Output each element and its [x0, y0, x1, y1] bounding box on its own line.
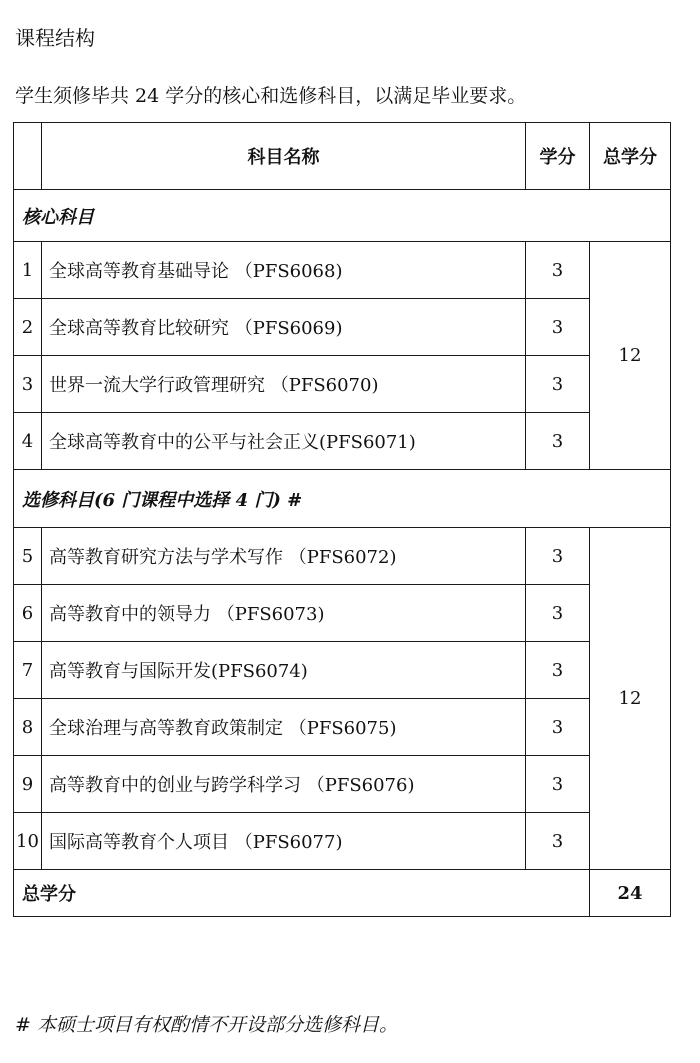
course-credits: 3: [526, 528, 590, 585]
table-row: [14, 813, 671, 870]
course-name: 高等教育中的领导力 （PFS6073): [42, 585, 526, 642]
course-name: 全球高等教育中的公平与社会正义(PFS6071): [42, 413, 526, 470]
course-name: 国际高等教育个人项目 （PFS6077): [42, 813, 526, 870]
total-value: 24: [590, 870, 671, 917]
course-credits: 3: [526, 413, 590, 470]
section-heading: 课程结构: [15, 26, 95, 50]
total-row: [14, 870, 671, 917]
core-section-row: [14, 190, 671, 242]
row-number: 8: [14, 699, 42, 756]
course-credits: 3: [526, 813, 590, 870]
course-name: 全球治理与高等教育政策制定 （PFS6075): [42, 699, 526, 756]
course-credits: 3: [526, 756, 590, 813]
course-credits: 3: [526, 356, 590, 413]
course-name: 全球高等教育比较研究 （PFS6069): [42, 299, 526, 356]
elective-section-row: [14, 470, 671, 528]
course-credits: 3: [526, 585, 590, 642]
course-name: 高等教育研究方法与学术写作 （PFS6072): [42, 528, 526, 585]
row-number: 4: [14, 413, 42, 470]
footnote: # 本硕士项目有权酌情不开设部分选修科目。: [15, 1014, 398, 1036]
table-row: [14, 699, 671, 756]
table-row: [14, 585, 671, 642]
course-credits: 3: [526, 642, 590, 699]
course-name: 世界一流大学行政管理研究 （PFS6070): [42, 356, 526, 413]
header-total-credits: 总学分: [590, 123, 671, 190]
row-number: 9: [14, 756, 42, 813]
course-credits: 3: [526, 242, 590, 299]
table-row: [14, 413, 671, 470]
table-row: [14, 528, 671, 585]
course-credits: 3: [526, 299, 590, 356]
course-name: 全球高等教育基础导论 （PFS6068): [42, 242, 526, 299]
total-label: 总学分: [14, 870, 590, 917]
row-number: 2: [14, 299, 42, 356]
row-number: 6: [14, 585, 42, 642]
course-structure-table: [13, 122, 671, 917]
table-row: [14, 242, 671, 299]
row-number: 10: [14, 813, 42, 870]
course-name: 高等教育与国际开发(PFS6074): [42, 642, 526, 699]
row-number: 7: [14, 642, 42, 699]
course-name: 高等教育中的创业与跨学科学习 （PFS6076): [42, 756, 526, 813]
header-index: [14, 123, 42, 190]
row-number: 3: [14, 356, 42, 413]
table-row: [14, 756, 671, 813]
header-row: [14, 123, 671, 190]
elective-subtotal: 12: [590, 528, 671, 870]
header-course-name: 科目名称: [42, 123, 526, 190]
table-row: [14, 642, 671, 699]
table-row: [14, 299, 671, 356]
table-row: [14, 356, 671, 413]
row-number: 5: [14, 528, 42, 585]
header-credits: 学分: [526, 123, 590, 190]
core-section-title: 核心科目: [14, 190, 671, 242]
intro-text: 学生须修毕共 24 学分的核心和选修科目，以满足毕业要求。: [15, 85, 527, 107]
core-subtotal: 12: [590, 242, 671, 470]
elective-section-title: 选修科目(6 门课程中选择 4 门) #: [14, 470, 671, 528]
row-number: 1: [14, 242, 42, 299]
course-credits: 3: [526, 699, 590, 756]
